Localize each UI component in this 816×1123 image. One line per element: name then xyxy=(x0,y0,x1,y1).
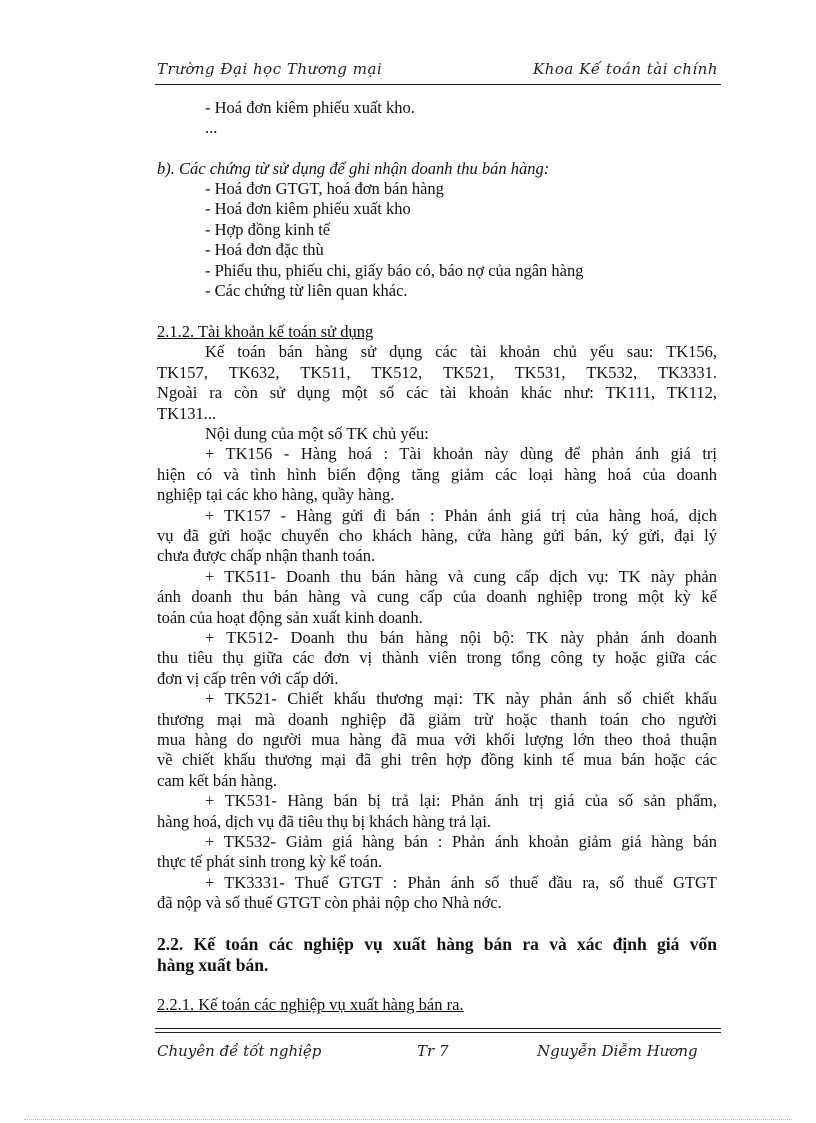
footer-divider-double xyxy=(155,1032,721,1033)
paragraph-line: chưa được chấp nhận thanh toán. xyxy=(157,546,376,565)
paragraph-line: thực tế phát sinh trong kỳ kế toán. xyxy=(157,852,383,871)
paragraph-line: Kế toán bán hàng sử dụng các tài khoản chủ yếu sau: TK156, xyxy=(205,342,717,361)
paragraph-line: hàng hoá, dịch vụ đã tiêu thụ bị khách hàng trả lại. xyxy=(157,812,492,831)
paragraph-line: thương mại mà doanh nghiệp đã giảm trừ hoặc thanh toán cho người xyxy=(157,710,717,729)
section-b-item: - Hợp đồng kinh tế xyxy=(205,220,331,239)
paragraph-line: + TK532- Giảm giá hàng bán : Phản ánh khoản giảm giá hàng bán xyxy=(205,832,717,851)
paragraph-line: TK131... xyxy=(157,404,217,423)
paragraph-line: + TK511- Doanh thu bán hàng và cung cấp dịch vụ: TK này phản xyxy=(205,567,717,586)
section-b-item: - Phiếu thu, phiếu chi, giấy báo có, báo nợ của ngân hàng xyxy=(205,261,584,280)
footer-thesis-label: Chuyên đề tốt nghiệp xyxy=(157,1042,322,1060)
section-22-heading-cont: hàng xuất bán. xyxy=(157,955,269,975)
footer-page-number: Tr 7 xyxy=(417,1042,449,1060)
paragraph-line: thu tiêu thụ giữa các đơn vị thành viên trong tổng công ty hoặc giữa các xyxy=(157,648,717,667)
paragraph-line: đã nộp và số thuế GTGT còn phải nộp cho Nhà nớc. xyxy=(157,893,502,912)
page-bottom-edge xyxy=(24,1119,792,1120)
paragraph-line: Ngoài ra còn sử dụng một số các tài khoản khác như: TK111, TK112, xyxy=(157,383,717,402)
paragraph-line: + TK512- Doanh thu bán hàng nội bộ: TK này phản ánh doanh xyxy=(205,628,717,647)
header-school-name: Trường Đại học Thương mại xyxy=(157,60,383,78)
section-22-heading: 2.2. Kế toán các nghiệp vụ xuất hàng bán ra và xác định giá vốn xyxy=(157,934,717,954)
paragraph-line: nghiệp tại các kho hàng, quầy hàng. xyxy=(157,485,395,504)
paragraph-line: vụ đã gửi hoặc chuyển cho khách hàng, cửa hàng gửi bán, ký gửi, đại lý xyxy=(157,526,717,545)
section-b-item: - Hoá đơn GTGT, hoá đơn bán hàng xyxy=(205,179,444,198)
section-b-item: - Các chứng từ liên quan khác. xyxy=(205,281,408,300)
paragraph-line: ánh doanh thu bán hàng và cung cấp của doanh nghiệp trong một kỳ kế xyxy=(157,587,717,606)
paragraph-line: Nội dung của một số TK chủ yếu: xyxy=(205,424,429,443)
section-212-title: 2.1.2. Tài khoản kế toán sử dụng xyxy=(157,322,374,341)
paragraph-line: toán của hoạt động sản xuất kinh doanh. xyxy=(157,608,423,627)
paragraph-line: đơn vị cấp trên với cấp dới. xyxy=(157,669,339,688)
section-221-title: 2.2.1. Kế toán các nghiệp vụ xuất hàng bán ra. xyxy=(157,995,464,1014)
paragraph-line: hiện có và tình hình biến động tăng giảm các loại hàng hoá của doanh xyxy=(157,465,717,484)
header-faculty-name: Khoa Kế toán tài chính xyxy=(533,60,718,78)
paragraph-line: TK157, TK632, TK511, TK512, TK521, TK531, TK532, TK3331. xyxy=(157,363,717,382)
paragraph-line: + TK156 - Hàng hoá : Tài khoản này dùng để phản ánh giá trị xyxy=(205,444,717,463)
paragraph-line: + TK531- Hàng bán bị trả lại: Phản ánh trị giá của số sản phẩm, xyxy=(205,791,717,810)
intro-list-item: - Hoá đơn kiêm phiếu xuất kho. xyxy=(205,98,415,117)
footer-divider xyxy=(155,1028,721,1029)
paragraph-line: mua hàng do người mua hàng đã mua với khối lượng lớn theo thoả thuận xyxy=(157,730,717,749)
paragraph-line: + TK157 - Hàng gửi đi bán : Phản ánh giá trị của hàng hoá, dịch xyxy=(205,506,717,525)
paragraph-line: về chiết khấu thương mại đã ghi trên hợp đồng kinh tế mua bán hoặc các xyxy=(157,750,717,769)
section-b-title: b). Các chứng từ sử dụng để ghi nhận doanh thu bán hàng: xyxy=(157,159,550,178)
paragraph-line: + TK521- Chiết khấu thương mại: TK này phản ánh số chiết khấu xyxy=(205,689,717,708)
header-divider xyxy=(155,84,721,85)
footer-author-name: Nguyễn Diễm Hương xyxy=(537,1042,698,1060)
intro-ellipsis: ... xyxy=(205,118,218,137)
paragraph-line: + TK3331- Thuế GTGT : Phản ánh số thuế đầu ra, số thuế GTGT xyxy=(205,873,717,892)
section-b-item: - Hoá đơn kiêm phiếu xuất kho xyxy=(205,199,411,218)
paragraph-line: cam kết bán hàng. xyxy=(157,771,278,790)
section-b-item: - Hoá đơn đặc thù xyxy=(205,240,324,259)
